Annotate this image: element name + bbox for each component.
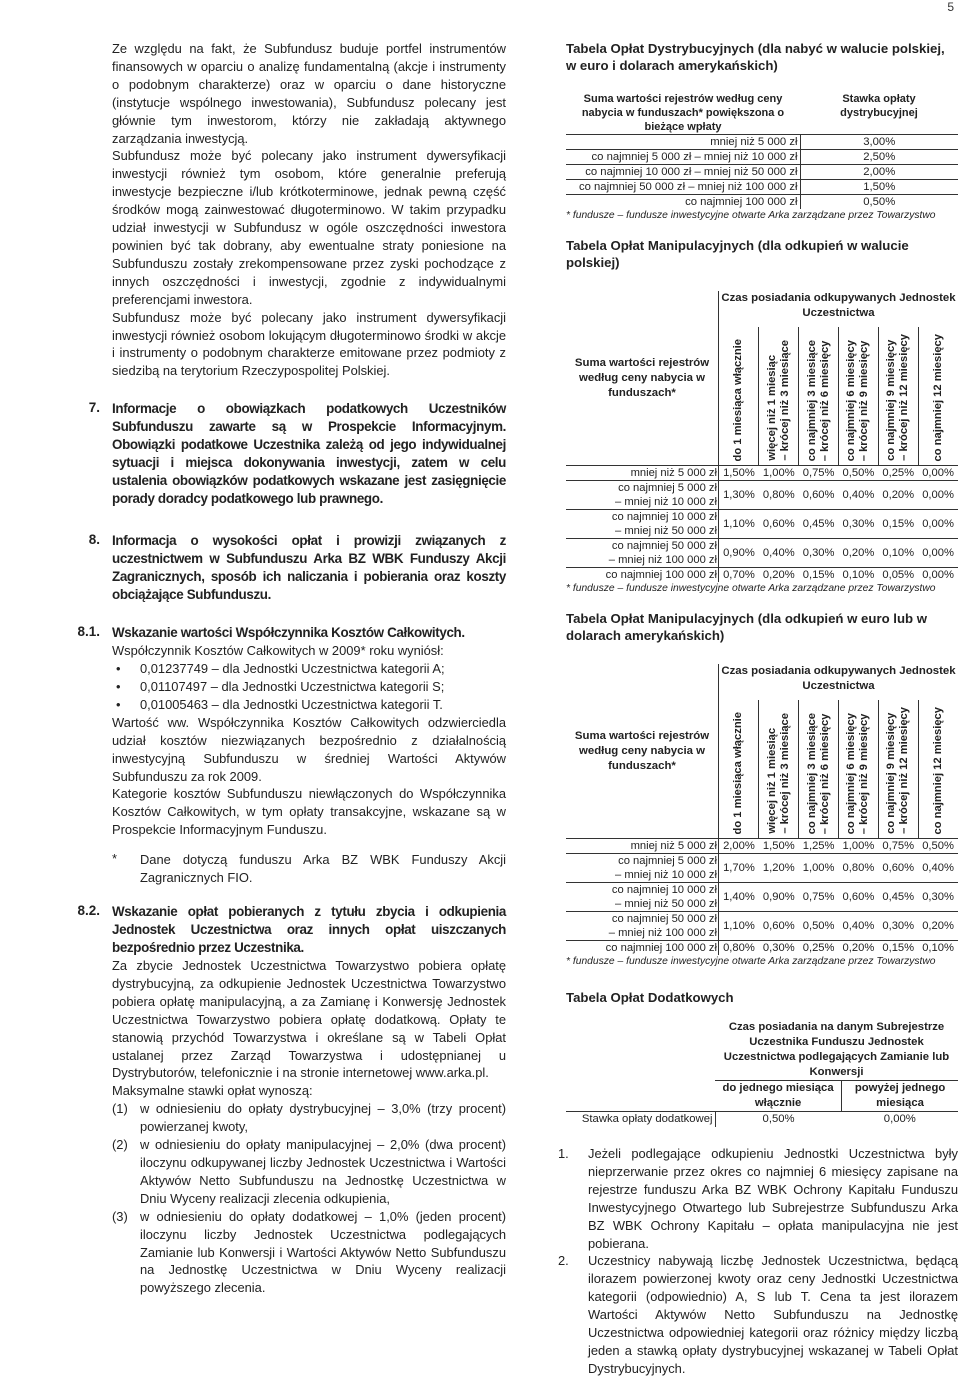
page-number: 5 bbox=[947, 0, 954, 14]
note bbox=[112, 851, 506, 887]
table-cell: 0,30% bbox=[799, 539, 839, 568]
table-footnote: * fundusze – fundusze inwestycyjne otwarte Arka zarządzane przez Towarzystwo bbox=[566, 583, 936, 594]
table-row: mniej niż 5 000 zł 3,00% bbox=[566, 135, 958, 150]
table-cell: 1,10% bbox=[719, 510, 759, 539]
table-cell: 1,30% bbox=[719, 481, 759, 510]
table-row: co najmniej 100 000 zł 0,50% bbox=[566, 195, 958, 210]
section-8-2 bbox=[77, 903, 506, 957]
table-cell: 0,00% bbox=[918, 510, 958, 539]
table-row bbox=[566, 854, 958, 883]
list-item: 1. Jeżeli podlegające odkupieniu Jednostki Uczestnictwa były nieprzerwanie przez okres co najmniej 6 miesięcy zapisane na rejestrze funduszu Arka BZ WBK Ochrony Kapitału Funduszu Inwestycyjnego Otwartego lub Subrejestrze Subfunduszu Arka BZ WBK Ochrony Kapitału – opłata manipulacyjna nie jest pobierana. bbox=[558, 1146, 958, 1251]
table-row: co najmniej 5 000 zł – mniej niż 10 000 zł 2,50% bbox=[566, 150, 958, 165]
table-cell: 0,90% bbox=[719, 539, 759, 568]
table-cell: 0,80% bbox=[759, 481, 799, 510]
table-cell: 0,15% bbox=[799, 568, 839, 583]
table-cell: 0,60% bbox=[759, 510, 799, 539]
row-label: co najmniej 10 000 zł – mniej niż 50 000 zł bbox=[566, 883, 719, 912]
table-cell: 0,30% bbox=[759, 941, 799, 956]
column-header: więcej niż 1 miesiąc – krócej niż 3 miesiące bbox=[759, 327, 799, 466]
list-item: (2) w odniesieniu do opłaty manipulacyjnej – 2,0% (dwa procent) iloczynu odkupywanej liczby Jednostek Uczestnictwa i Wartości Aktywów Netto Subfunduszu na Jednostkę Uczestnictwa w Dniu Wyceny realizacji zlecenia odkupienia, bbox=[112, 1137, 506, 1206]
paragraph: Za zbycie Jednostek Uczestnictwa Towarzystwo pobiera opłatę dystrybucyjną, za odkupienie Jednostek Uczestnictwa Towarzystwo pobiera opłatę manipulacyjną, a za Zamianę i Konwersję Jednostek Uczestnictwa Towarzystwo pobiera opłatę dodatkową. Opłaty te stanowią przychód Towarzystwa i określane są w Tabeli Opłat ustalanej przez Zarząd Towarzystwa i udostępnianej u Dystrybutorów, telefonicznie i na stronie internetowej www.arka.pl. bbox=[112, 958, 506, 1081]
table-cell: 0,70% bbox=[719, 568, 759, 583]
column-header: co najmniej 6 miesięcy – krócej niż 9 miesięcy bbox=[839, 327, 879, 466]
row-label: co najmniej 100 000 zł bbox=[566, 568, 719, 583]
table-row: co najmniej 50 000 zł – mniej niż 100 000 zł 1,50% bbox=[566, 180, 958, 195]
paragraph: Kategorie kosztów Subfunduszu niewłączonych do Współczynnika Kosztów Całkowitych, w tym opłaty transakcyjne, wskazane są w Prospekcie Informacyjnym Funduszu. bbox=[112, 786, 506, 838]
column-header: co najmniej 6 miesięcy – krócej niż 9 miesięcy bbox=[839, 700, 879, 839]
table-cell: 1,20% bbox=[759, 854, 799, 883]
column-header: co najmniej 12 miesięcy bbox=[918, 700, 958, 839]
table-header: powyżej jednego miesiąca bbox=[842, 1081, 958, 1112]
row-label: co najmniej 100 000 zł bbox=[566, 941, 719, 956]
table-cell: 0,20% bbox=[839, 539, 879, 568]
paragraph: Maksymalne stawki opłat wynoszą: bbox=[112, 1083, 313, 1099]
manipulation-fee-table-eur-usd bbox=[566, 664, 958, 955]
note-marker: * bbox=[112, 851, 118, 867]
list-item: 2. Uczestnicy nabywają liczbę Jednostek Uczestnictwa, będącą ilorazem powierzonej kwoty oraz ceny Jednostki Uczestnictwa kategorii (odpowiednio) A, S lub T. Cena ta jest ilorazem Wartości Aktywów Netto Subfunduszu na Jednostkę Uczestnictwa odpowiedniej kategorii oraz różnicy między liczbą jeden a stawką opłaty dystrybucyjnej wskazanej w Tabeli Opłat Dystrybucyjnych. bbox=[558, 1253, 958, 1376]
table-cell: 1,25% bbox=[799, 839, 839, 854]
table-cell: 0,00% bbox=[918, 568, 958, 583]
table-cell: 0,30% bbox=[918, 883, 958, 912]
table-cell: 1,50% bbox=[719, 466, 759, 481]
column-header: do 1 miesiąca włącznie bbox=[719, 700, 759, 839]
table-header: Czas posiadania na danym Subrejestrze Uczestnika Funduszu Jednostek Uczestnictwa podlegających Zamianie lub Konwersji bbox=[723, 1021, 950, 1078]
table-row bbox=[566, 839, 958, 854]
table-cell: 0,15% bbox=[878, 941, 918, 956]
table-footnote: * fundusze – fundusze inwestycyjne otwarte Arka zarządzane przez Towarzystwo bbox=[566, 956, 936, 967]
row-label: mniej niż 5 000 zł bbox=[566, 839, 719, 854]
table-cell: 0,30% bbox=[839, 510, 879, 539]
column-header: co najmniej 9 miesięcy – krócej niż 12 miesięcy bbox=[878, 700, 918, 839]
table-header: Suma wartości rejestrów według ceny nabycia w funduszach* powiększona o bieżące wpłaty bbox=[581, 93, 785, 133]
paragraph: Subfundusz może być polecany jako instrument dywersyfikacji inwestycji również tym osobom, które generalnie preferują inwestycje bezpieczne i/lub krótkoterminowe, jednak pewną część środków mogą zainwestować długoterminowo. W takim przypadku udział inwestycji w Subfundusz w ogóle oszczędności inwestora powinien być tak dobrany, aby ewentualne straty poniesione na Subfunduszu zostały zrekompensowane przez zyski pochodzące z innych oszczędności i inwestycji, zgodnie z indywidualnymi preferencjami inwestora. bbox=[112, 148, 506, 307]
table-row bbox=[566, 912, 958, 941]
paragraph: Wartość ww. Współczynnika Kosztów Całkowitych odzwierciedla udział kosztów niezwiązanych bezpośrednio z działalnością inwestycyjną Subfunduszu w średniej Wartości Aktywów Subfunduszu za rok 2009. bbox=[112, 714, 506, 784]
row-label: co najmniej 5 000 zł – mniej niż 10 000 zł bbox=[566, 854, 719, 883]
left-column bbox=[77, 40, 506, 1297]
table-cell: 0,60% bbox=[759, 912, 799, 941]
table-cell: 0,30% bbox=[878, 912, 918, 941]
section-number: 8.1. bbox=[77, 624, 100, 640]
column-header: co najmniej 3 miesiące – krócej niż 6 miesięcy bbox=[799, 327, 839, 466]
row-label: co najmniej 50 000 zł – mniej niż 100 000 zł bbox=[566, 912, 719, 941]
table-footnote: * fundusze – fundusze inwestycyjne otwarte Arka zarządzane przez Towarzystwo bbox=[566, 210, 936, 221]
table-cell: 1,70% bbox=[719, 854, 759, 883]
section-8 bbox=[88, 532, 506, 604]
section-heading: Informacja o wysokości opłat i prowizji związanych z uczestnictwem w Subfunduszu Arka BZ WBK Funduszy Akcji Zagranicznych, sposób ich naliczania i pobierania oraz koszty obciążające Subfunduszu. bbox=[112, 533, 506, 603]
list-item: • 0,01107497 – dla Jednostki Uczestnictwa kategorii S; bbox=[112, 678, 506, 696]
table-cell: 0,50% bbox=[799, 912, 839, 941]
wkc-list bbox=[112, 660, 506, 714]
table-cell: 2,00% bbox=[719, 839, 759, 854]
table-cell: 0,75% bbox=[799, 883, 839, 912]
list-item: (1) w odniesieniu do opłaty dystrybucyjnej – 3,0% (trzy procent) powierzanej kwoty, bbox=[112, 1101, 506, 1135]
table-title: Tabela Opłat Dodatkowych bbox=[566, 990, 734, 1005]
table-cell: 0,20% bbox=[878, 481, 918, 510]
table-cell: 1,50% bbox=[759, 839, 799, 854]
section-8-1 bbox=[77, 624, 506, 642]
table-cell: 0,20% bbox=[918, 912, 958, 941]
table-cell: 0,00% bbox=[918, 539, 958, 568]
manipulation-fee-table-pln bbox=[566, 291, 958, 582]
column-header: do 1 miesiąca włącznie bbox=[719, 327, 759, 466]
table-cell: 0,40% bbox=[918, 854, 958, 883]
table-cell: 0,60% bbox=[878, 854, 918, 883]
list-item: (3) w odniesieniu do opłaty dodatkowej – 1,0% (jeden procent) iloczynu liczby Jednostek Uczestnictwa podlegających Zamianie lub Konwersji i Wartości Aktywów Netto Subfunduszu na Jednostkę Uczestnictwa w Dniu Wyceny realizacji powyższego zlecenia. bbox=[112, 1208, 506, 1296]
table-title: Tabela Opłat Dystrybucyjnych (dla nabyć w walucie polskiej, w euro i dolarach amerykańskich) bbox=[566, 41, 945, 73]
table-header: do jednego miesiąca włącznie bbox=[715, 1081, 842, 1112]
table-cell: 1,40% bbox=[719, 883, 759, 912]
section-heading: Wskazanie wartości Współczynnika Kosztów Całkowitych. bbox=[112, 625, 465, 641]
distribution-fee-table bbox=[566, 92, 958, 209]
table-row: co najmniej 10 000 zł – mniej niż 50 000 zł 2,00% bbox=[566, 165, 958, 180]
table-cell: 0,90% bbox=[759, 883, 799, 912]
table-row bbox=[566, 568, 958, 583]
row-label: co najmniej 10 000 zł – mniej niż 50 000 zł bbox=[566, 510, 719, 539]
table-cell: 0,80% bbox=[839, 854, 879, 883]
row-label: co najmniej 50 000 zł – mniej niż 100 000 zł bbox=[566, 539, 719, 568]
table-cell: 0,75% bbox=[799, 466, 839, 481]
table-row: Stawka opłaty dodatkowej 0,50% 0,00% bbox=[566, 1112, 958, 1128]
table-cell: 0,80% bbox=[719, 941, 759, 956]
table-cell: 0,10% bbox=[839, 568, 879, 583]
table-cell: 0,05% bbox=[878, 568, 918, 583]
table-title: Tabela Opłat Manipulacyjnych (dla odkupień w euro lub w dolarach amerykańskich) bbox=[566, 611, 927, 643]
list-item: • 0,01005463 – dla Jednostki Uczestnictwa kategorii T. bbox=[112, 696, 506, 714]
note-text: Dane dotyczą funduszu Arka BZ WBK Funduszy Akcji Zagranicznych FIO. bbox=[140, 852, 506, 886]
column-header: więcej niż 1 miesiąc – krócej niż 3 miesiące bbox=[759, 700, 799, 839]
table-cell: 0,10% bbox=[878, 539, 918, 568]
table-header: Stawka opłaty dystrybucyjnej bbox=[840, 93, 918, 119]
table-cell: 0,00% bbox=[918, 466, 958, 481]
right-column bbox=[558, 40, 958, 1378]
table-cell: 1,00% bbox=[759, 466, 799, 481]
paragraph: Współczynnik Kosztów Całkowitych w 2009* roku wyniósł: bbox=[112, 643, 444, 659]
table-cell: 0,25% bbox=[799, 941, 839, 956]
additional-fee-table bbox=[566, 1020, 958, 1127]
section-number: 8.2. bbox=[77, 903, 100, 918]
paragraph: Ze względu na fakt, że Subfundusz buduje portfel instrumentów finansowych w oparciu o analizę fundamentalną (akcje i instrumenty o podobnym charakterze) oraz w oparciu o dane historyczne (instytucje wspólnego inwestowania), Subfundusz polecany jest głównie tym inwestorom, którzy nie zakładają aktywnego zarządzania inwestycją. bbox=[112, 41, 506, 146]
table-cell: 0,40% bbox=[839, 481, 879, 510]
section-7 bbox=[88, 400, 506, 508]
table-cell: 0,20% bbox=[839, 941, 879, 956]
table-row bbox=[566, 481, 958, 510]
table-header: Suma wartości rejestrów według ceny nabycia w funduszach* bbox=[574, 729, 710, 772]
table-cell: 0,40% bbox=[759, 539, 799, 568]
table-cell: 0,60% bbox=[799, 481, 839, 510]
row-label: co najmniej 5 000 zł – mniej niż 10 000 zł bbox=[566, 481, 719, 510]
table-cell: 0,75% bbox=[878, 839, 918, 854]
table-row bbox=[566, 941, 958, 956]
section-number: 7. bbox=[88, 400, 100, 416]
column-header: co najmniej 9 miesięcy – krócej niż 12 miesięcy bbox=[878, 327, 918, 466]
table-title: Tabela Opłat Manipulacyjnych (dla odkupień w walucie polskiej) bbox=[566, 238, 909, 270]
column-header: co najmniej 3 miesiące – krócej niż 6 miesięcy bbox=[799, 700, 839, 839]
section-number: 8. bbox=[88, 532, 100, 548]
table-row bbox=[566, 883, 958, 912]
table-cell: 0,60% bbox=[839, 883, 879, 912]
section-heading: Informacje o obowiązkach podatkowych Uczestników Subfunduszu zawarte są w Prospekcie Informacyjnym. Obowiązki podatkowe Uczestnika zależą od jego indywidualnej sytuacji i miejsca dokonywania inwestycji, zatem w celu ustalenia obowiązków podatkowych wskazane jest zasięgnięcie porady doradcy podatkowego lub prawnego. bbox=[112, 401, 506, 507]
table-header: Czas posiadania odkupywanych Jednostek Uczestnictwa bbox=[719, 291, 959, 327]
row-label: mniej niż 5 000 zł bbox=[566, 466, 719, 481]
table-cell: 1,10% bbox=[719, 912, 759, 941]
table-cell: 0,50% bbox=[839, 466, 879, 481]
section-heading: Wskazanie opłat pobieranych z tytułu zbycia i odkupienia Jednostek Uczestnictwa oraz innych opłat uiszczanych bezpośrednio przez Uczestnika. bbox=[112, 904, 506, 955]
table-cell: 1,00% bbox=[839, 839, 879, 854]
max-fees-list bbox=[112, 1100, 506, 1297]
table-cell: 1,00% bbox=[799, 854, 839, 883]
table-row bbox=[566, 466, 958, 481]
notes-list bbox=[558, 1145, 958, 1378]
table-row bbox=[566, 539, 958, 568]
table-cell: 0,50% bbox=[918, 839, 958, 854]
table-cell: 0,00% bbox=[918, 481, 958, 510]
table-header: Suma wartości rejestrów według ceny nabycia w funduszach* bbox=[574, 356, 710, 399]
table-cell: 0,40% bbox=[839, 912, 879, 941]
column-header: co najmniej 12 miesięcy bbox=[918, 327, 958, 466]
table-cell: 0,25% bbox=[878, 466, 918, 481]
table-cell: 0,10% bbox=[918, 941, 958, 956]
table-cell: 0,15% bbox=[878, 510, 918, 539]
paragraph: Subfundusz może być polecany jako instrument dywersyfikacji inwestycji również osobom lokującym długoterminowo środki w akcje i instrumenty o podobnym charakterze emitowane przez podmioty z siedzibą na terytorium Rzeczypospolitej Polskiej. bbox=[112, 309, 506, 379]
table-cell: 0,45% bbox=[878, 883, 918, 912]
table-cell: 0,20% bbox=[759, 568, 799, 583]
table-cell: 0,45% bbox=[799, 510, 839, 539]
table-header: Czas posiadania odkupywanych Jednostek Uczestnictwa bbox=[719, 664, 959, 700]
table-row bbox=[566, 510, 958, 539]
list-item: • 0,01237749 – dla Jednostki Uczestnictwa kategorii A; bbox=[112, 660, 506, 678]
